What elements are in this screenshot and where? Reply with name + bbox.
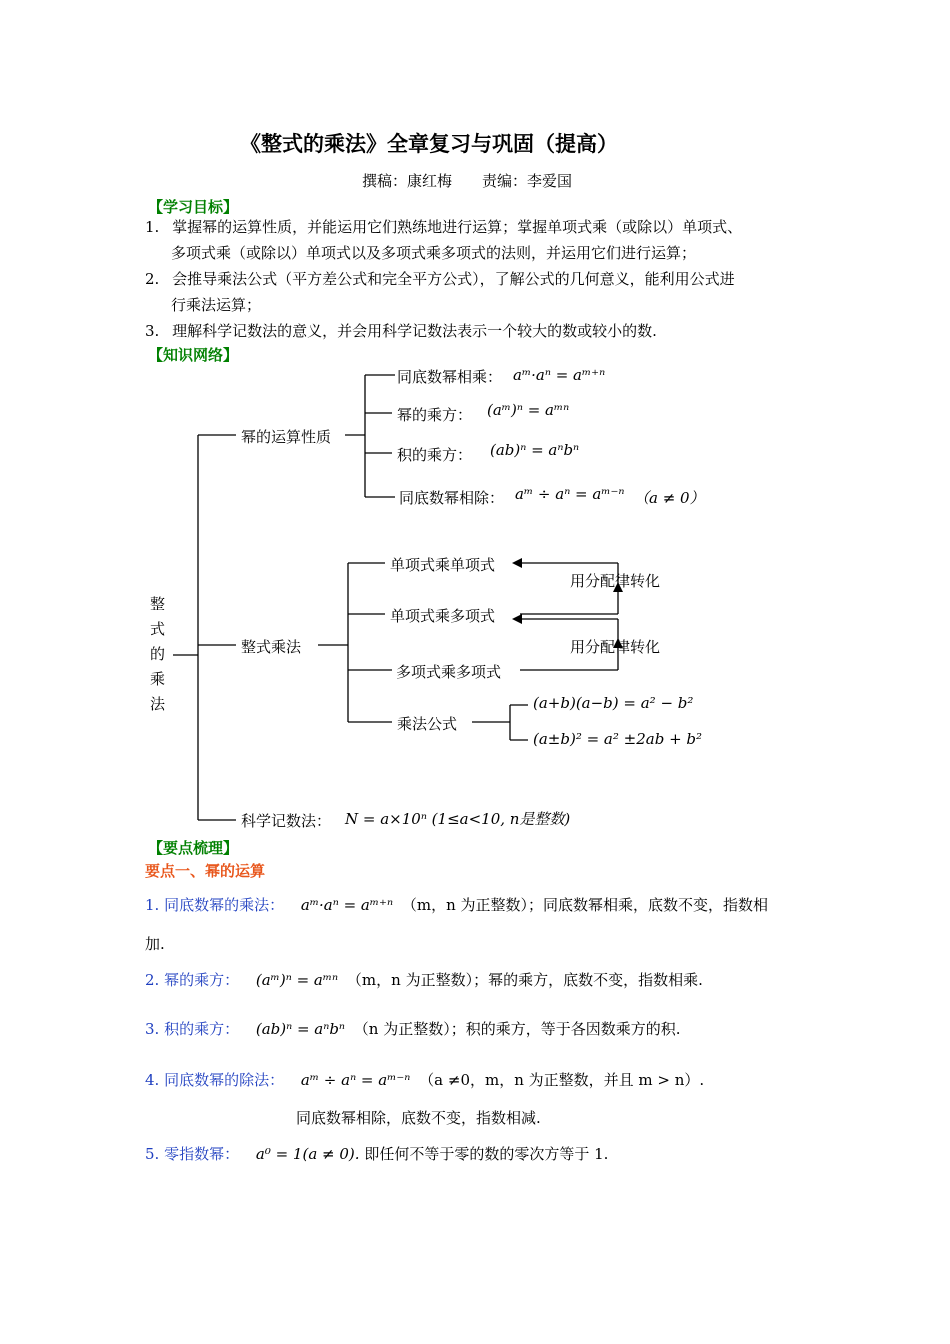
- key-item-label: 5. 零指数幂：: [145, 1145, 240, 1163]
- root-char: 整: [150, 595, 166, 613]
- power-item-label: 幂的乘方：: [397, 406, 473, 424]
- power-item-formula: aᵐ ÷ aⁿ = aᵐ⁻ⁿ: [515, 485, 625, 503]
- power-item-label: 同底数幂相乘：: [397, 368, 503, 386]
- sci-label: 科学记数法：: [241, 812, 332, 830]
- key-item-3: [145, 1018, 681, 1039]
- key-item-4: [145, 1069, 704, 1090]
- key-item-label: 2. 幂的乘方：: [145, 971, 240, 989]
- convert-label: 用分配律转化: [570, 638, 661, 656]
- section-objectives: 【学习目标】: [148, 198, 239, 216]
- poly-item: 单项式乘单项式: [390, 556, 496, 574]
- section-points: 【要点梳理】: [148, 839, 239, 857]
- key-item-label: 1. 同底数幂的乘法：: [145, 896, 285, 914]
- poly-mult-label: 整式乘法: [241, 638, 302, 656]
- key-item-text: （m，n 为正整数）；幂的乘方，底数不变，指数相乘.: [346, 971, 703, 989]
- section-network: 【知识网络】: [148, 346, 239, 364]
- poly-item: 单项式乘多项式: [390, 607, 496, 625]
- key-item-text: （m，n 为正整数）；同底数幂相乘，底数不变，指数相: [401, 896, 768, 914]
- root-char: 乘: [150, 670, 166, 688]
- page-title: 《整式的乘法》全章复习与巩固（提高）: [240, 132, 618, 156]
- objective-num: 1.: [145, 218, 160, 236]
- key-item-text: （a ≠0，m，n 为正整数，并且 m > n）.: [419, 1071, 705, 1089]
- convert-label: 用分配律转化: [570, 572, 661, 590]
- power-item-label: 同底数幂相除：: [399, 489, 505, 507]
- key-item-formula: (aᵐ)ⁿ = aᵐⁿ: [255, 971, 339, 989]
- key-item-text: 即任何不等于零的数的零次方等于 1.: [364, 1145, 609, 1163]
- arrow-head-left: [512, 614, 522, 624]
- key-item-4-cont: 同底数幂相除，底数不变，指数相减.: [296, 1109, 541, 1127]
- key-item-formula: (ab)ⁿ = aⁿbⁿ: [255, 1020, 346, 1038]
- diagram-root: [150, 592, 170, 717]
- power-item-formula: (aᵐ)ⁿ = aᵐⁿ: [487, 401, 570, 419]
- key-item-1: [145, 894, 768, 915]
- root-char: 式: [150, 620, 166, 638]
- author-line: 撰稿：康红梅 责编：李爱国: [362, 172, 573, 190]
- key-point-title: 要点一、幂的运算: [145, 862, 266, 880]
- key-item-2: [145, 969, 703, 990]
- key-item-formula: aᵐ·aⁿ = aᵐ⁺ⁿ: [300, 896, 394, 914]
- key-item-1-cont: 加.: [145, 935, 165, 953]
- power-item-condition: （a ≠ 0）: [634, 489, 705, 507]
- objective-1-cont: 多项式乘（或除以）单项式以及多项式乘多项式的法则，并运用它们进行运算；: [171, 244, 697, 262]
- objective-num: 2.: [145, 270, 160, 288]
- power-ops-label: 幂的运算性质: [241, 428, 332, 446]
- formula-difference-squares: (a+b)(a−b) = a² − b²: [533, 694, 694, 712]
- poly-item: 多项式乘多项式: [396, 663, 502, 681]
- root-char: 法: [150, 695, 166, 713]
- sci-formula: N = a×10ⁿ (1≤a<10, n是整数): [345, 810, 571, 828]
- objective-text: 理解科学记数法的意义，并会用科学记数法表示一个较大的数或较小的数.: [172, 322, 657, 340]
- power-item-formula: aᵐ·aⁿ = aᵐ⁺ⁿ: [513, 366, 606, 384]
- formula-label: 乘法公式: [397, 715, 458, 733]
- formula-perfect-square: (a±b)² = a² ±2ab + b²: [533, 730, 703, 748]
- key-item-5: [145, 1143, 608, 1164]
- objective-text: 掌握幂的运算性质，并能运用它们熟练地进行运算；掌握单项式乘（或除以）单项式、: [172, 218, 743, 236]
- power-item-formula: (ab)ⁿ = aⁿbⁿ: [490, 441, 580, 459]
- key-item-text: （n 为正整数）；积的乘方，等于各因数乘方的积.: [353, 1020, 681, 1038]
- root-char: 的: [150, 645, 166, 663]
- objective-text: 会推导乘法公式（平方差公式和完全平方公式），了解公式的几何意义，能利用公式进: [172, 270, 735, 288]
- key-item-formula: a⁰ = 1(a ≠ 0).: [255, 1145, 360, 1163]
- key-item-formula: aᵐ ÷ aⁿ = aᵐ⁻ⁿ: [300, 1071, 411, 1089]
- objective-num: 3.: [145, 322, 160, 340]
- arrow-head-left: [512, 558, 522, 568]
- objective-2-cont: 行乘法运算；: [171, 296, 262, 314]
- key-item-label: 3. 积的乘方：: [145, 1020, 240, 1038]
- power-item-label: 积的乘方：: [397, 446, 473, 464]
- key-item-label: 4. 同底数幂的除法：: [145, 1071, 285, 1089]
